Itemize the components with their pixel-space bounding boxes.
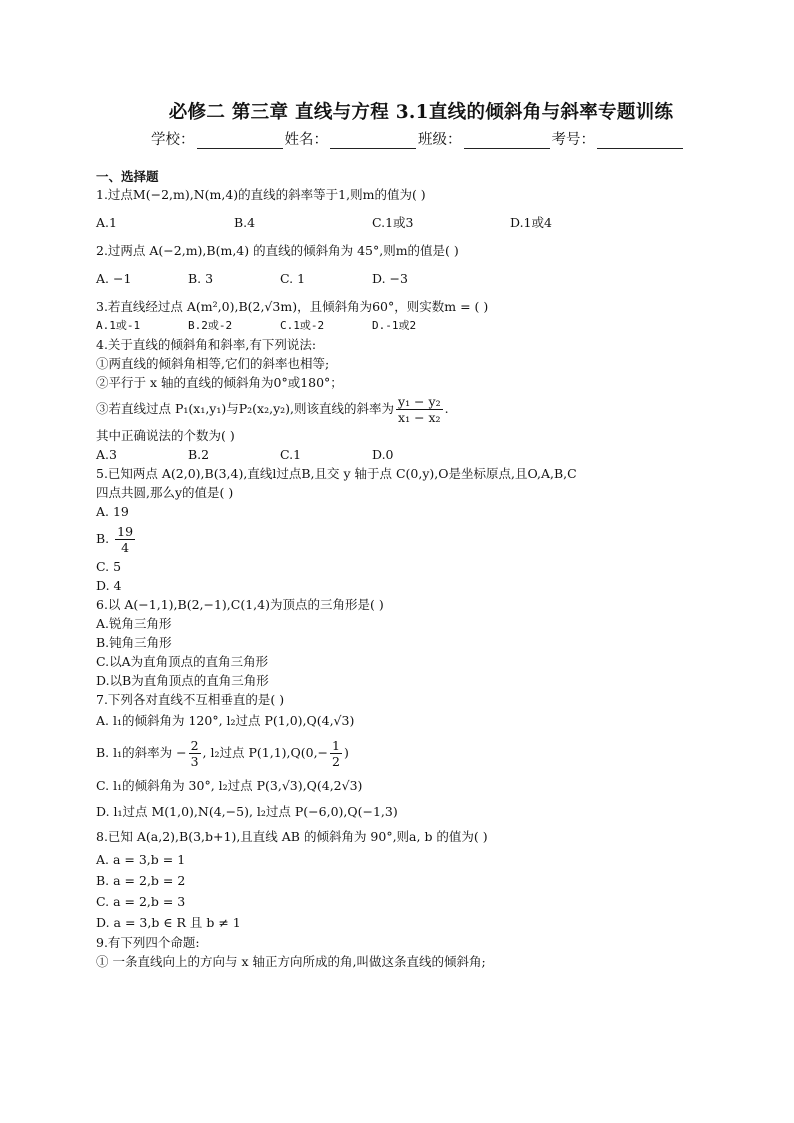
- q5-denominator: 4: [121, 540, 130, 555]
- q2-option-b: B. 3: [188, 271, 214, 286]
- question-4-ask: 其中正确说法的个数为( ): [96, 428, 235, 443]
- q7-option-d: D. l₁过点 M(1,0),N(4,−5), l₂过点 P(−6,0),Q(−1,3): [96, 804, 398, 819]
- q1-option-c: C.1或3: [372, 215, 414, 230]
- slope-fraction: [396, 394, 443, 425]
- q3-option-c: C.1或-2: [280, 319, 325, 332]
- question-4-stem: 4.关于直线的倾斜角和斜率,有下列说法:: [96, 337, 317, 352]
- question-4-statement-2: ②平行于 x 轴的直线的倾斜角为0°或180°；: [96, 375, 343, 390]
- class-blank[interactable]: [464, 134, 550, 149]
- q7-b-mid: , l₂过点 P(1,1),Q(0,−: [202, 745, 329, 760]
- q3-option-b: B.2或-2: [188, 319, 233, 332]
- q1-option-d: D.1或4: [510, 215, 552, 230]
- slope-numerator: y₁ − y₂: [398, 394, 441, 409]
- question-4-statement-3: [96, 392, 706, 426]
- q8-option-c: C. a = 2,b = 3: [96, 894, 186, 909]
- q2-option-a: A. −1: [96, 271, 132, 286]
- question-3-stem: 3.若直线经过点 A(m²,0),B(2,√3m)，且倾斜角为60°，则实数m = ( ): [96, 299, 489, 314]
- q7-option-b: [96, 733, 706, 773]
- q7-b-end: ): [343, 745, 349, 760]
- q4-option-a: A.3: [96, 447, 117, 462]
- q6-option-c: C.以A为直角顶点的直角三角形: [96, 654, 269, 669]
- student-info-line: [130, 128, 706, 149]
- question-4-statement-1: ①两直线的倾斜角相等,它们的斜率也相等;: [96, 356, 330, 371]
- q5-option-b: [96, 521, 706, 557]
- question-5-stem: 5.已知两点 A(2,0),B(3,4),直线l过点B,且交 y 轴于点 C(0,y),O是坐标原点,且O,A,B,C: [96, 466, 577, 481]
- q1-option-a: A.1: [96, 215, 117, 230]
- id-label: 考号：: [551, 132, 595, 148]
- question-6-stem: 6.以 A(−1,1),B(2,−1),C(1,4)为顶点的三角形是( ): [96, 597, 384, 612]
- q4-option-c: C.1: [280, 447, 302, 462]
- q1-option-b: B.4: [234, 215, 256, 230]
- question-7-stem: 7.下列各对直线不互相垂直的是( ): [96, 692, 285, 707]
- worksheet-page: [96, 98, 706, 971]
- q3-option-a: A.1或-1: [96, 319, 141, 332]
- q7-b-num-1: 2: [190, 738, 199, 753]
- q5-numerator: 19: [117, 524, 134, 539]
- name-label: 姓名：: [284, 132, 328, 148]
- q4-s3-text: ③若直线过点 P₁(x₁,y₁)与P₂(x₂,y₂),则该直线的斜率为: [96, 401, 395, 416]
- page-title: 必修二 第三章 直线与方程 3.1直线的倾斜角与斜率专题训练: [168, 102, 674, 123]
- class-label: 班级：: [418, 132, 462, 148]
- name-blank[interactable]: [330, 134, 416, 149]
- q2-option-d: D. −3: [372, 271, 408, 286]
- q4-option-d: D.0: [372, 447, 394, 462]
- id-blank[interactable]: [597, 134, 683, 149]
- question-5-stem-cont: 四点共圆,那么y的值是( ): [96, 485, 234, 500]
- q5-option-d: D. 4: [96, 578, 122, 593]
- q7-b-fraction-1: [189, 738, 201, 769]
- q7-option-a: A. l₁的倾斜角为 120°, l₂过点 P(1,0),Q(4,√3): [96, 713, 355, 728]
- q8-option-d: D. a = 3,b ∈ R 且 b ≠ 1: [96, 915, 241, 930]
- q3-option-d: D.-1或2: [372, 319, 417, 332]
- question-1-options: [96, 213, 706, 232]
- school-blank[interactable]: [197, 134, 283, 149]
- q5-option-a: A. 19: [96, 504, 129, 519]
- q2-option-c: C. 1: [280, 271, 306, 286]
- slope-denominator: x₁ − x₂: [398, 410, 441, 425]
- question-9-statement-1: ① 一条直线向上的方向与 x 轴正方向所成的角,叫做这条直线的倾斜角;: [96, 954, 486, 969]
- q7-b-num-2: 1: [332, 738, 340, 753]
- q7-b-den-1: 3: [190, 754, 199, 769]
- q8-option-b: B. a = 2,b = 2: [96, 873, 186, 888]
- question-3-options: [96, 316, 706, 335]
- q7-b-fraction-2: [330, 738, 342, 769]
- q6-option-d: D.以B为直角顶点的直角三角形: [96, 673, 269, 688]
- q4-s3-end: .: [444, 401, 449, 416]
- q7-b-text: B. l₁的斜率为 −: [96, 745, 187, 760]
- q6-option-b: B.钝角三角形: [96, 635, 172, 650]
- school-label: 学校：: [151, 132, 195, 148]
- q7-b-den-2: 2: [332, 754, 340, 769]
- question-2-options: [96, 269, 706, 288]
- q4-option-b: B.2: [188, 447, 210, 462]
- q6-option-a: A.锐角三角形: [96, 616, 172, 631]
- q7-option-c: C. l₁的倾斜角为 30°, l₂过点 P(3,√3),Q(4,2√3): [96, 778, 363, 793]
- q8-option-a: A. a = 3,b = 1: [96, 852, 186, 867]
- q5-fraction: [115, 524, 135, 555]
- question-1-stem: 1.过点M(−2,m),N(m,4)的直线的斜率等于1,则m的值为( ): [96, 187, 426, 202]
- q5-option-c: C. 5: [96, 559, 122, 574]
- question-2-stem: 2.过两点 A(−2,m),B(m,4) 的直线的倾斜角为 45°,则m的值是( ): [96, 243, 459, 258]
- section-heading: 一、选择题: [96, 169, 159, 184]
- q5-option-b-label: B.: [96, 531, 110, 546]
- question-4-options: [96, 445, 706, 464]
- question-9-stem: 9.有下列四个命题:: [96, 935, 200, 950]
- question-8-stem: 8.已知 A(a,2),B(3,b+1),且直线 AB 的倾斜角为 90°,则a, b 的值为( ): [96, 829, 488, 844]
